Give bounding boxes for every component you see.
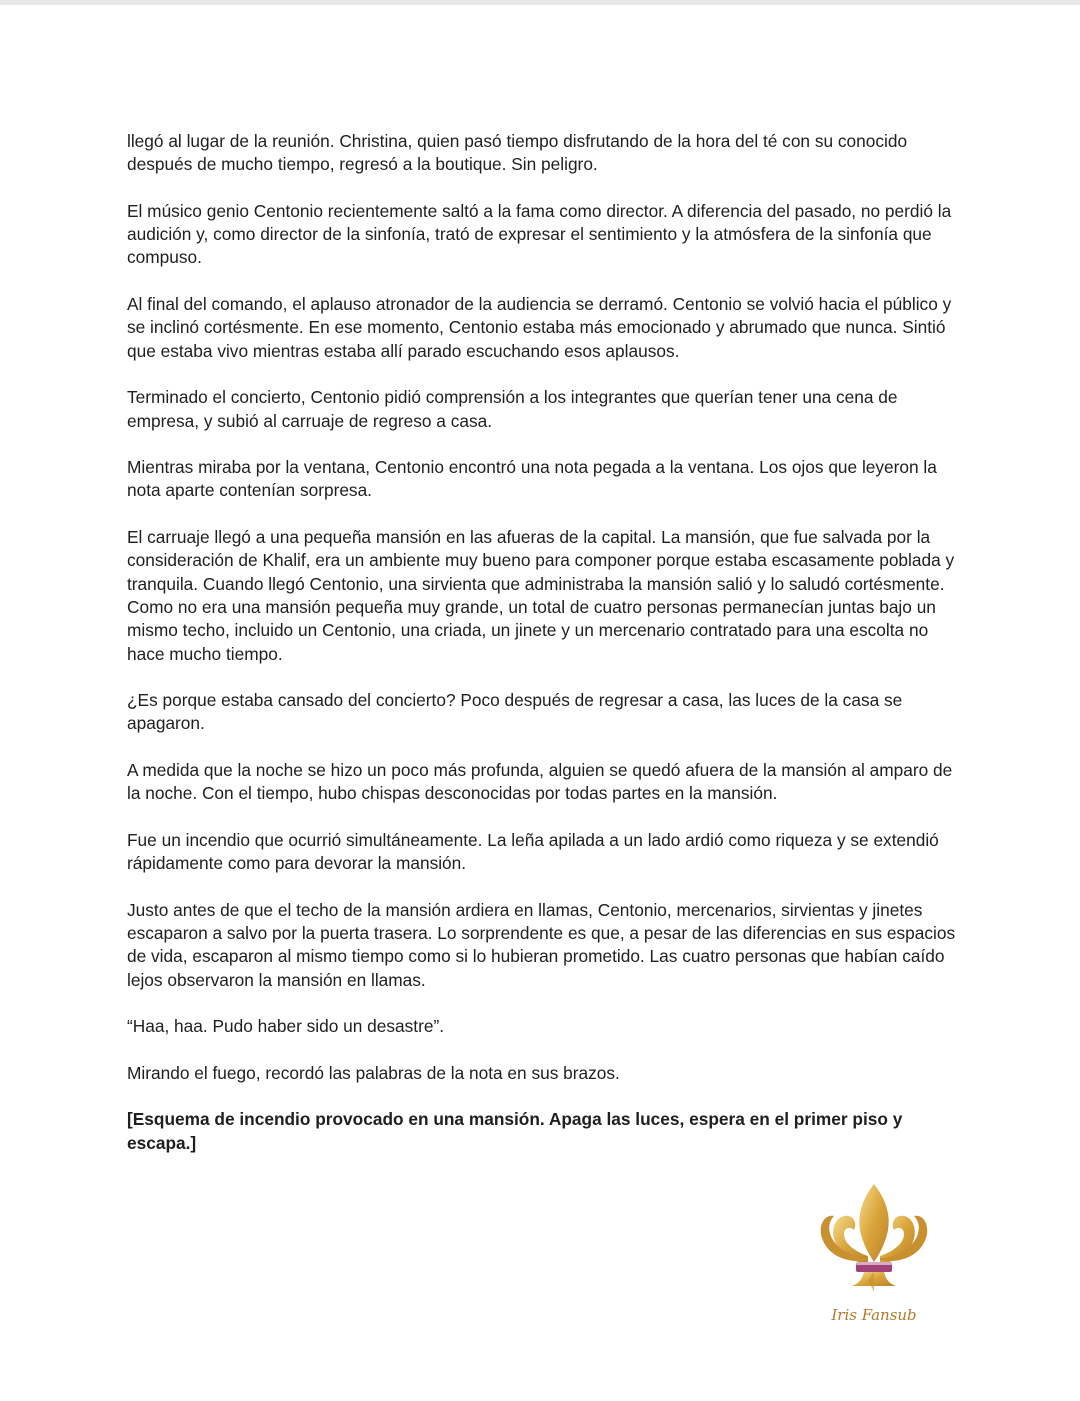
paragraph: Mientras miraba por la ventana, Centonio encontró una nota pegada a la ventana. Los ojos que leyeron la nota aparte contenían sorpresa. <box>127 457 937 501</box>
paragraph: ¿Es porque estaba cansado del concierto? Poco después de regresar a casa, las luces de la casa se apagaron. <box>127 690 903 734</box>
paragraph: El músico genio Centonio recientemente saltó a la fama como director. A diferencia del pasado, no perdió la audición y, como director de la sinfonía, trató de expresar el sentimiento y la atmósfera de la sinfonía que compuso. <box>127 200 952 268</box>
paragraph: llegó al lugar de la reunión. Christina, quien pasó tiempo disfrutando de la hora del té con su conocido después de mucho tiempo, regresó a la boutique. Sin peligro. <box>127 131 908 175</box>
iris-fansub-logo <box>812 1180 936 1330</box>
paragraph: Mirando el fuego, recordó las palabras de la nota en sus brazos. <box>127 1062 620 1083</box>
paragraph: A medida que la noche se hizo un poco más profunda, alguien se quedó afuera de la mansión al amparo de la noche. Con el tiempo, hubo chispas desconocidas por todas partes en la mansión. <box>127 760 953 804</box>
paragraph: Al final del comando, el aplauso atronador de la audiencia se derramó. Centonio se volvió hacia el público y se inclinó cortésmente. En ese momento, Centonio estaba más emocionado y abrumado que nunca. Sintió que estaba vivo mientras estaba allí parado escuchando esos aplausos. <box>127 294 952 361</box>
paragraph: “Haa, haa. Pudo haber sido un desastre”. <box>127 1016 445 1037</box>
paragraph: El carruaje llegó a una pequeña mansión en las afueras de la capital. La mansión, que fue salvada por la consideración de Khalif, era un ambiente muy bueno para componer porque estaba escasamente poblada y tranquila. Cuando llegó Centonio, una sirvienta que administraba la mansión salió y lo saludó cortésmente. Como no era una mansión pequeña muy grande, un total de cuatro personas permanecían juntas bajo un mismo techo, incluido un Centonio, una criada, un jinete y un mercenario contratado para una escolta no hace mucho tiempo. <box>127 527 955 664</box>
signature-text: Iris Fansub <box>831 1306 917 1324</box>
paragraph: Fue un incendio que ocurrió simultáneamente. La leña apilada a un lado ardió como riqueza y se extendió rápidamente como para devorar la mansión. <box>127 829 939 874</box>
bold-note-paragraph: [Esquema de incendio provocado en una mansión. Apaga las luces, espera en el primer piso y escapa.] <box>127 1109 903 1153</box>
paragraph: Justo antes de que el techo de la mansión ardiera en llamas, Centonio, mercenarios, sirvientas y jinetes escaparon a salvo por la puerta trasera. Lo sorprendente es que, a pesar de las diferencias en sus espacios de vida, escaparon al mismo tiempo como si lo hubieran prometido. Las cuatro personas que habían caído lejos observaron la mansión en llamas. <box>127 899 956 990</box>
document-body <box>127 130 957 1178</box>
paragraph: Terminado el concierto, Centonio pidió comprensión a los integrantes que querían tener una cena de empresa, y subió al carruaje de regreso a casa. <box>127 387 898 431</box>
fleur-de-lis-icon <box>812 1180 936 1330</box>
top-border-strip <box>0 0 1080 5</box>
